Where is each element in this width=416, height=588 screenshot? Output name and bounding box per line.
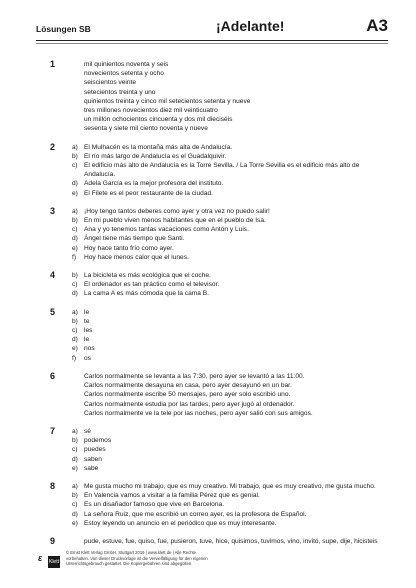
- answer-line: [58, 491, 388, 500]
- exercise-block: [50, 59, 388, 134]
- answer-text: Ana y yo tenemos tantas vacaciones como Antón y Luis.: [84, 226, 249, 234]
- answer-line: [58, 482, 388, 491]
- answer-line: [58, 106, 388, 115]
- answer-line: [58, 280, 388, 289]
- answer-text: podemos: [84, 437, 112, 445]
- answer-line: [58, 354, 388, 363]
- exercise-block: [50, 141, 388, 198]
- answer-letter: a): [72, 427, 78, 435]
- exercise-number: 9: [50, 535, 56, 546]
- answer-text: El Filete es el peor restaurante de la ciudad.: [84, 189, 214, 197]
- answer-line: [58, 500, 388, 509]
- answer-letter: c): [72, 327, 78, 335]
- answer-text: Andalucía.: [84, 171, 116, 179]
- answer-line: [58, 335, 388, 344]
- answer-letter: d): [72, 455, 78, 463]
- answer-line: [58, 510, 388, 519]
- answer-text: les: [84, 327, 93, 335]
- answer-line: [58, 60, 388, 69]
- answer-line: [58, 464, 388, 473]
- answer-line: [58, 244, 388, 253]
- exercise-number: 8: [50, 480, 56, 491]
- answer-line: [58, 170, 388, 179]
- answer-line: [58, 344, 388, 353]
- answer-letter: d): [72, 235, 78, 243]
- copyright-line: © Ernst Klett Verlag GmbH, Stuttgart 2019 | www.klett.de | Alle Rechte: [66, 550, 197, 555]
- answer-text: La señora Ruiz, que me escribió un correo ayer, es la profesora de Español.: [84, 510, 307, 518]
- answer-line: [58, 78, 388, 87]
- answer-text: nos: [84, 345, 95, 353]
- answer-letter: d): [72, 510, 78, 518]
- exercise-number: 5: [50, 306, 56, 317]
- answer-text: un millón ochocientos cincuenta y dos mil dieciséis: [84, 116, 233, 124]
- answer-line: [58, 97, 388, 106]
- answer-text: sesenta y siete mil ciento noventa y nueve: [84, 125, 208, 133]
- answer-line: [58, 271, 388, 280]
- answer-letter: b): [72, 437, 78, 445]
- answer-line: [58, 143, 388, 152]
- answer-line: [58, 317, 388, 326]
- answer-letter: c): [72, 501, 78, 509]
- answer-letter: b): [72, 272, 78, 280]
- answer-text: saben: [84, 455, 102, 463]
- answer-text: En Valencia vamos a visitar a la familia Pérez que es genial.: [84, 492, 260, 500]
- exercise-block: [50, 306, 388, 363]
- answer-text: Carlos normalmente se levanta a las 7:30, pero ayer se levantó a las 11:00.: [84, 372, 305, 380]
- answer-letter: b): [72, 317, 78, 325]
- answer-letter: c): [72, 446, 78, 454]
- answer-line: [58, 124, 388, 133]
- exercise-block: [50, 205, 388, 262]
- answer-text: pude, estuve, fue, quiso, fue, pusieron, tuve, hice, quisimos, tuvimos, vino, invitó, supe, dije, hicisteis: [84, 537, 378, 545]
- answer-text: El edificio más alto de Andalucía es la Torre Sevilla. / La Torre Sevilla es el edificio más alto de: [84, 162, 360, 170]
- answer-line: [58, 115, 388, 124]
- exercise-block: [50, 535, 388, 546]
- answer-text: Carlos normalmente desayuna en casa, pero ayer desayunó en un bar.: [84, 382, 292, 390]
- header-rule-secondary: [36, 43, 388, 44]
- answer-text: quinientos treinta y cinco mil setecientos setenta y nueve: [84, 97, 251, 105]
- answer-letter: c): [72, 162, 78, 170]
- exercise-block: [50, 480, 388, 528]
- answer-text: El ordenador es tan práctico como el televisor.: [84, 281, 220, 289]
- answer-text: La cama A es más cómoda que la cama B.: [84, 290, 209, 298]
- answer-text: os: [84, 354, 91, 362]
- answer-letter: e): [72, 345, 78, 353]
- answer-line: [58, 69, 388, 78]
- answer-line: [58, 207, 388, 216]
- answer-letter: b): [72, 217, 78, 225]
- answer-letter: d): [72, 336, 78, 344]
- answer-text: sé: [84, 427, 91, 435]
- answer-letter: b): [72, 152, 78, 160]
- exercise-block: [50, 425, 388, 473]
- answer-text: Carlos normalmente escribe 50 mensajes, pero ayer solo escribió uno.: [84, 391, 291, 399]
- answer-letter: e): [72, 519, 78, 527]
- answer-letter: f): [72, 253, 77, 261]
- answer-letter: e): [72, 189, 78, 197]
- answer-text: setecientos treinta y uno: [84, 88, 156, 96]
- exercise-number: 2: [50, 141, 56, 152]
- answer-line: [58, 216, 388, 225]
- answer-text: Me gusta mucho mi trabajo, que es muy creativo. Mi trabajo, que es muy creativo, me gusta mucho.: [84, 482, 376, 490]
- header-left-label: Lösungen SB: [36, 24, 91, 34]
- copyright-line: vorbehalten. Von dieser Druckvorlage ist die Vervielfältigung für den eigenen: [66, 555, 208, 561]
- exercise-number: 1: [50, 59, 56, 69]
- answer-text: sabe: [84, 464, 99, 472]
- answer-line: [58, 152, 388, 161]
- solutions-list: [50, 59, 388, 555]
- answer-text: mil quinientos noventa y seis: [84, 61, 169, 68]
- answer-text: novecientos setenta y ocho: [84, 70, 164, 78]
- answer-text: tres millones novecientos diez mil veinticuatro: [84, 107, 218, 115]
- answer-text: Estoy leyendo un anuncio en el periódico que es muy interesante.: [84, 519, 277, 527]
- answer-line: [58, 308, 388, 317]
- answer-line: [58, 189, 388, 198]
- answer-line: [58, 326, 388, 335]
- exercise-number: 4: [50, 270, 56, 281]
- answer-text: Carlos normalmente estudia por las tardes, pero ayer jugó al ordenador.: [84, 400, 295, 408]
- answer-line: [58, 409, 388, 418]
- exercise-number: 3: [50, 205, 56, 216]
- answer-letter: c): [72, 226, 78, 234]
- answer-text: Ángel tiene más tiempo que Santi.: [84, 235, 185, 243]
- header-title: ¡Adelante!: [216, 18, 285, 34]
- header-rule: [36, 40, 388, 41]
- klett-logo: ɛ Klett: [36, 548, 58, 570]
- exercise-block: [50, 270, 388, 299]
- answer-text: En mi pueblo viven menos habitantes que en el pueblo de Isa.: [84, 217, 266, 225]
- answer-letter: d): [72, 290, 78, 298]
- answer-line: [58, 253, 388, 262]
- exercise-block: [50, 370, 388, 418]
- answer-text: El Mulhacén es la montaña más alta de Andalucía.: [84, 143, 233, 151]
- answer-line: [58, 381, 388, 390]
- answer-letter: f): [72, 354, 77, 362]
- page-header: [36, 16, 388, 38]
- answer-line: [58, 445, 388, 454]
- answer-line: [58, 88, 388, 97]
- answer-letter: e): [72, 244, 78, 252]
- answer-letter: a): [72, 143, 78, 151]
- answer-text: Carlos normalmente ve la tele por las noches, pero ayer salió con sus amigos.: [84, 409, 313, 417]
- answer-line: [58, 519, 388, 528]
- answer-line: [58, 161, 388, 170]
- exercise-number: 6: [50, 370, 56, 381]
- answer-line: [58, 225, 388, 234]
- answer-text: Hoy hace menos calor que el lunes.: [84, 253, 189, 261]
- answer-letter: a): [72, 207, 78, 215]
- answer-letter: a): [72, 482, 78, 490]
- answer-text: Adela García es la mejor profesora del instituto.: [84, 180, 224, 188]
- header-unit-label: A3: [366, 16, 388, 35]
- answer-letter: b): [72, 492, 78, 500]
- answer-letter: c): [72, 281, 78, 289]
- answer-line: [58, 400, 388, 409]
- answer-line: [58, 537, 388, 546]
- answer-line: [58, 289, 388, 298]
- answer-text: puedes: [84, 446, 106, 454]
- answer-line: [58, 455, 388, 464]
- copyright-notice: [66, 550, 208, 567]
- answer-line: [58, 436, 388, 445]
- answer-letter: a): [72, 308, 78, 316]
- answer-text: Hoy hace tanto frío como ayer.: [84, 244, 174, 252]
- answer-line: [58, 372, 388, 381]
- answer-line: [58, 179, 388, 188]
- answer-text: le: [84, 308, 90, 316]
- answer-letter: e): [72, 464, 78, 472]
- answer-text: Es un disañador famoso que vive en Barcelona.: [84, 501, 225, 509]
- answer-text: El río más largo de Andalucía es el Guadalquivir.: [84, 152, 227, 160]
- answer-line: [58, 427, 388, 436]
- exercise-number: 7: [50, 425, 56, 436]
- copyright-line: Unterrichtsgebrauch gestattet. Die Kopiergebühren sind abgegolten.: [66, 561, 193, 566]
- answer-line: [58, 390, 388, 399]
- answer-text: ¡Hoy tengo tantos deberes como ayer y otra vez no puedo salir!: [84, 207, 270, 215]
- answer-text: seiscientos veinte: [84, 79, 137, 87]
- answer-line: [58, 234, 388, 243]
- answer-text: le: [84, 336, 90, 344]
- answer-text: La bicicleta es más ecológica que el coche.: [84, 272, 211, 280]
- answer-letter: d): [72, 180, 78, 188]
- answer-text: te: [84, 317, 90, 325]
